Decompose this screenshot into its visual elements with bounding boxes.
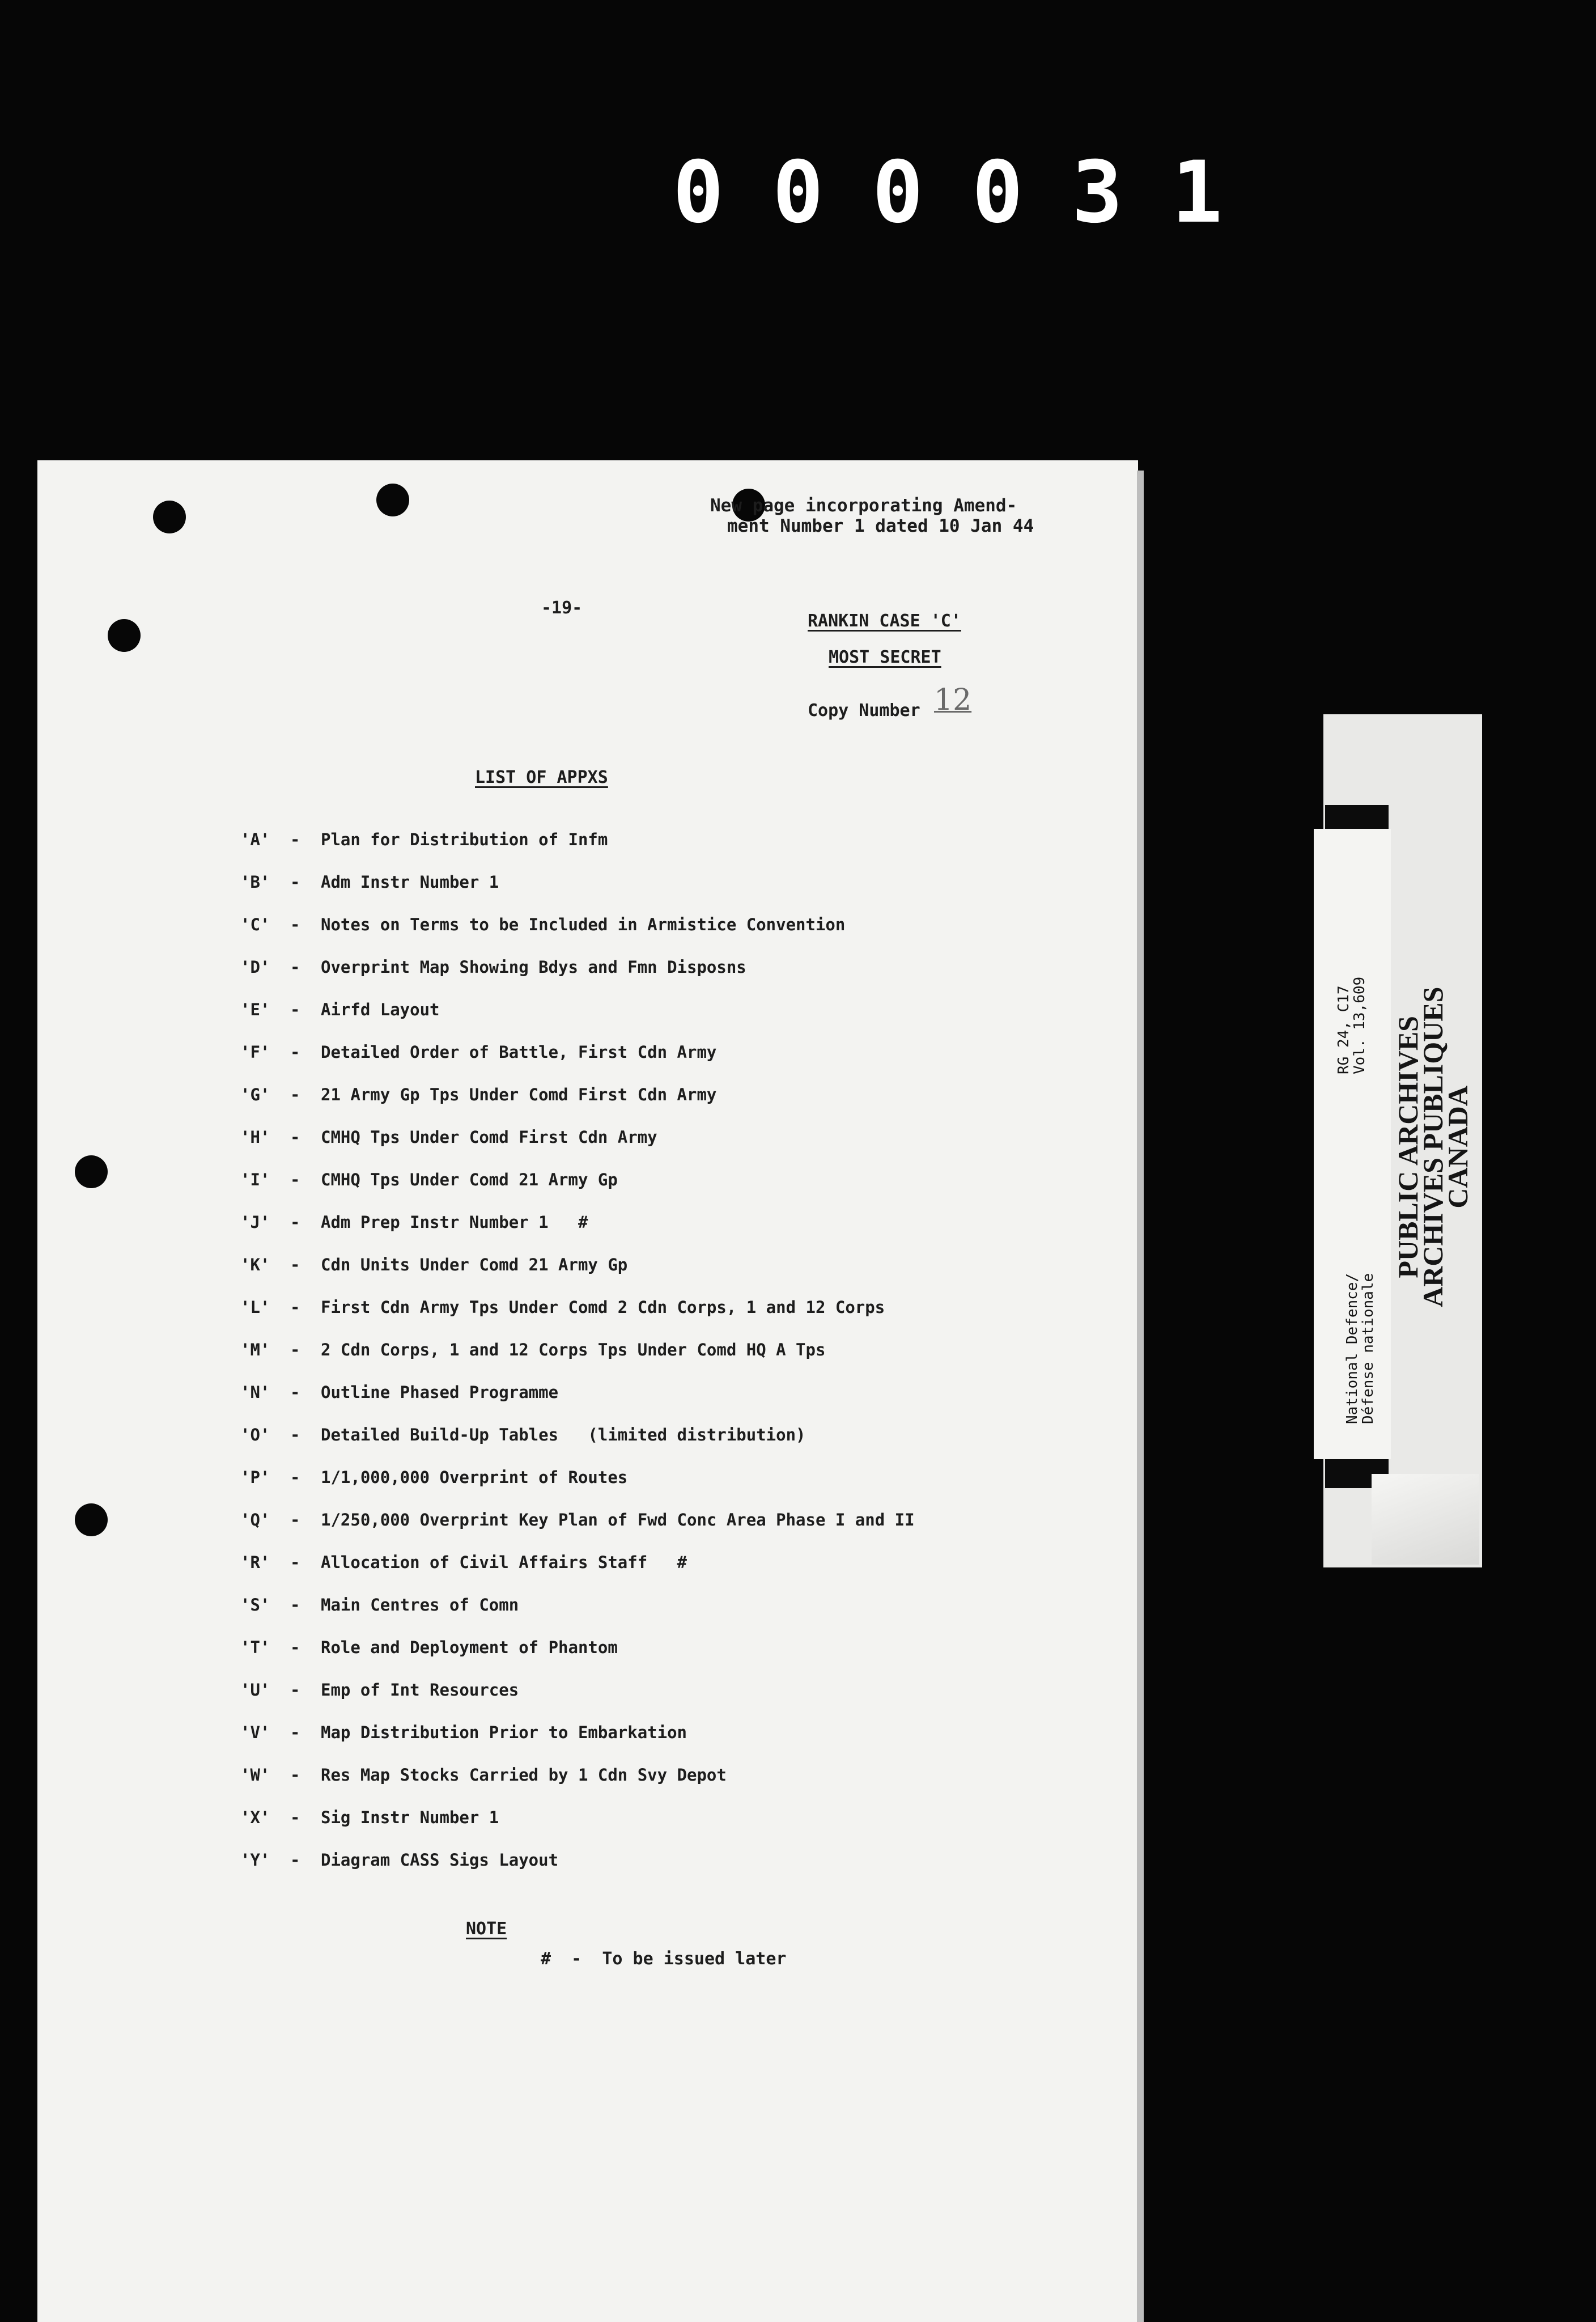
punch-hole [108, 619, 141, 652]
appendix-key: 'C' [240, 915, 270, 934]
appendix-title: CMHQ Tps Under Comd 21 Army Gp [321, 1170, 618, 1189]
appendix-title: Map Distribution Prior to Embarkation [321, 1723, 687, 1742]
appendix-key: 'Y' [240, 1850, 270, 1870]
appendix-row [240, 1764, 727, 1786]
appendix-title: Overprint Map Showing Bdys and Fmn Disposns [321, 957, 746, 977]
archive-department [1344, 1273, 1376, 1424]
appendix-title: Adm Instr Number 1 [321, 872, 499, 892]
appendix-dash: - [290, 1128, 300, 1147]
appendix-row [240, 1806, 499, 1829]
appendix-row [240, 1041, 716, 1063]
appendix-row [240, 1636, 618, 1659]
archive-label-fold [1372, 1474, 1479, 1565]
appendix-title: Detailed Build-Up Tables (limited distribution) [321, 1425, 806, 1444]
appendix-key: 'K' [240, 1255, 270, 1274]
appendix-row [240, 1338, 825, 1361]
appendix-row [240, 913, 845, 936]
appendix-key: 'U' [240, 1680, 270, 1700]
punch-hole [75, 1155, 108, 1188]
archive-name-line: CANADA [1442, 1085, 1474, 1209]
appendix-title: Diagram CASS Sigs Layout [321, 1850, 559, 1870]
appendix-key: 'G' [240, 1085, 270, 1104]
archive-name [1392, 986, 1474, 1307]
appendix-row [240, 871, 499, 893]
appendix-key: 'J' [240, 1213, 270, 1232]
appendix-dash: - [290, 915, 300, 934]
archive-reference [1336, 977, 1368, 1074]
appendix-title: CMHQ Tps Under Comd First Cdn Army [321, 1128, 657, 1147]
appendix-row [240, 828, 608, 851]
appendix-row [240, 1168, 618, 1191]
appendix-key: 'E' [240, 1000, 270, 1019]
archive-dept-line: Défense nationale [1360, 1273, 1377, 1424]
document-sheet [37, 460, 1138, 2322]
appendix-row [240, 1594, 519, 1616]
appendix-title: Notes on Terms to be Included in Armistice Convention [321, 915, 846, 934]
appendix-key: 'F' [240, 1043, 270, 1062]
appendix-key: 'S' [240, 1595, 270, 1615]
note-text: # - To be issued later [541, 1949, 787, 1969]
appendix-key: 'Q' [240, 1510, 270, 1529]
appendix-dash: - [290, 1213, 300, 1232]
classification: MOST SECRET [829, 647, 941, 667]
appendix-dash: - [290, 1383, 300, 1402]
appendix-key: 'T' [240, 1638, 270, 1657]
appendix-title: Plan for Distribution of Infm [321, 830, 608, 849]
appendix-dash: - [290, 1638, 300, 1657]
frame-digit: 0 [672, 143, 724, 242]
appendix-row [240, 1381, 558, 1404]
punch-hole [153, 501, 186, 533]
appendix-title: Detailed Order of Battle, First Cdn Army [321, 1043, 717, 1062]
appendix-key: 'P' [240, 1468, 270, 1487]
appendix-title: Outline Phased Programme [321, 1383, 559, 1402]
frame-digit: 0 [872, 143, 924, 242]
archive-dept-line: National Defence/ [1344, 1273, 1361, 1424]
appendix-dash: - [290, 957, 300, 977]
appendix-dash: - [290, 1850, 300, 1870]
appendix-dash: - [290, 1085, 300, 1104]
appendix-key: 'V' [240, 1723, 270, 1742]
appendix-key: 'B' [240, 872, 270, 892]
appendix-key: 'X' [240, 1808, 270, 1827]
appendix-row [240, 1679, 519, 1701]
appendix-row [240, 1721, 687, 1744]
archive-name-line: PUBLIC ARCHIVES [1392, 1016, 1424, 1278]
appendix-title: Cdn Units Under Comd 21 Army Gp [321, 1255, 628, 1274]
frame-digit: 3 [1071, 143, 1123, 242]
appendix-row [240, 1849, 558, 1871]
appendix-dash: - [290, 1043, 300, 1062]
amendment-line: ment Number 1 dated 10 Jan 44 [727, 516, 1034, 536]
appendix-key: 'R' [240, 1553, 270, 1572]
appendix-dash: - [290, 1000, 300, 1019]
appendix-dash: - [290, 1468, 300, 1487]
appendix-title: 1/250,000 Overprint Key Plan of Fwd Conc Area Phase I and II [321, 1510, 915, 1529]
appendix-row [240, 1423, 806, 1446]
appendix-title: Role and Deployment of Phantom [321, 1638, 618, 1657]
appendix-row [240, 1551, 687, 1574]
archive-ref-line: Vol. 13,609 [1351, 976, 1368, 1074]
appendix-row [240, 1211, 588, 1234]
frame-number [669, 143, 1236, 242]
appendix-dash: - [290, 872, 300, 892]
appendix-title: Main Centres of Comn [321, 1595, 519, 1615]
punch-hole [376, 484, 409, 516]
appendix-title: Airfd Layout [321, 1000, 440, 1019]
appendix-title: Emp of Int Resources [321, 1680, 519, 1700]
appendix-title: 1/1,000,000 Overprint of Routes [321, 1468, 628, 1487]
appendix-title: Allocation of Civil Affairs Staff # [321, 1553, 687, 1572]
appendix-title: 21 Army Gp Tps Under Comd First Cdn Army [321, 1085, 717, 1104]
appendix-key: 'M' [240, 1340, 270, 1359]
appendix-dash: - [290, 1723, 300, 1742]
appendix-dash: - [290, 830, 300, 849]
appendix-dash: - [290, 1553, 300, 1572]
appendix-row [240, 1083, 716, 1106]
copy-label: Copy Number [808, 701, 920, 721]
appendix-key: 'O' [240, 1425, 270, 1444]
appendix-dash: - [290, 1765, 300, 1785]
appendix-row [240, 1509, 915, 1531]
appendix-key: 'W' [240, 1765, 270, 1785]
appendix-key: 'N' [240, 1383, 270, 1402]
appendix-row [240, 1253, 627, 1276]
amendment-line: New page incorporating Amend- [710, 495, 1017, 516]
archive-name-line: ARCHIVES PUBLIQUES [1417, 986, 1449, 1307]
appendix-dash: - [290, 1595, 300, 1615]
list-title: LIST OF APPXS [475, 768, 608, 787]
appendix-key: 'H' [240, 1128, 270, 1147]
appendix-row [240, 1466, 627, 1489]
appendix-row [240, 956, 746, 978]
appendix-dash: - [290, 1170, 300, 1189]
appendix-dash: - [290, 1510, 300, 1529]
appendix-key: 'L' [240, 1298, 270, 1317]
appendix-row [240, 998, 440, 1021]
appendix-dash: - [290, 1425, 300, 1444]
frame-digit: 0 [772, 143, 824, 242]
appendix-title: Res Map Stocks Carried by 1 Cdn Svy Depot [321, 1765, 727, 1785]
appendix-title: Adm Prep Instr Number 1 # [321, 1213, 588, 1232]
sheet-edge [1137, 471, 1144, 2322]
note-heading: NOTE [466, 1919, 507, 1939]
page-number: -19- [541, 598, 583, 618]
appendix-row [240, 1126, 657, 1149]
appendix-key: 'A' [240, 830, 270, 849]
appendix-dash: - [290, 1298, 300, 1317]
archive-ref-line: RG 24, C17 [1335, 985, 1352, 1074]
appendix-key: 'D' [240, 957, 270, 977]
appendix-dash: - [290, 1255, 300, 1274]
appendix-dash: - [290, 1340, 300, 1359]
case-title: RANKIN CASE 'C' [808, 611, 961, 631]
appendix-key: 'I' [240, 1170, 270, 1189]
appendix-title: 2 Cdn Corps, 1 and 12 Corps Tps Under Comd HQ A Tps [321, 1340, 826, 1359]
appendix-row [240, 1296, 885, 1319]
appendix-title: Sig Instr Number 1 [321, 1808, 499, 1827]
appendix-dash: - [290, 1680, 300, 1700]
frame-digit: 0 [971, 143, 1024, 242]
appendix-dash: - [290, 1808, 300, 1827]
copy-number: 12 [934, 683, 972, 717]
frame-digit: 1 [1171, 143, 1223, 242]
appendix-title: First Cdn Army Tps Under Comd 2 Cdn Corps, 1 and 12 Corps [321, 1298, 885, 1317]
punch-hole [75, 1503, 108, 1536]
